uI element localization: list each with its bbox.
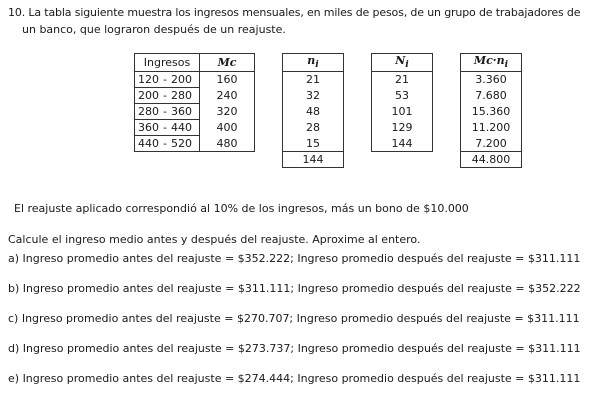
table-row <box>135 72 522 88</box>
option-text: Ingreso promedio antes del reajuste = $311.111; Ingreso promedio después del reajuste = $352.222 <box>22 282 581 295</box>
cell-n: 48 <box>283 104 344 120</box>
cell-mc: 320 <box>200 104 255 120</box>
cell-n: 21 <box>283 72 344 88</box>
table-row <box>135 104 522 120</box>
cell-ingresos: 200 - 280 <box>135 88 200 104</box>
option-letter: c) <box>8 312 19 325</box>
option-text: Ingreso promedio antes del reajuste = $274.444; Ingreso promedio después del reajuste = $311.111 <box>22 372 581 385</box>
table-row <box>135 120 522 136</box>
cell-mc: 160 <box>200 72 255 88</box>
cell-N: 101 <box>372 104 433 120</box>
cell-mc: 240 <box>200 88 255 104</box>
cell-N: 21 <box>372 72 433 88</box>
option-d[interactable] <box>8 342 581 355</box>
total-mc-n: 44.800 <box>461 152 522 168</box>
table-row <box>135 136 522 152</box>
option-a[interactable] <box>8 252 580 265</box>
cell-mc-n: 7.200 <box>461 136 522 152</box>
cell-mc-n: 7.680 <box>461 88 522 104</box>
header-n: $n_i$ <box>283 54 344 72</box>
instruction-text: Calcule el ingreso medio antes y después del reajuste. Aproxime al entero. <box>8 233 421 246</box>
cell-ingresos: 120 - 200 <box>135 72 200 88</box>
cell-mc-n: 3.360 <box>461 72 522 88</box>
frequency-table <box>134 53 522 168</box>
cell-mc-n: 15.360 <box>461 104 522 120</box>
cell-N: 129 <box>372 120 433 136</box>
question-text-line2: un banco, que lograron después de un reajuste. <box>22 23 286 36</box>
option-text: Ingreso promedio antes del reajuste = $270.707; Ingreso promedio después del reajuste = $311.111 <box>21 312 580 325</box>
cell-mc-n: 11.200 <box>461 120 522 136</box>
option-letter: e) <box>8 372 20 385</box>
cell-n: 28 <box>283 120 344 136</box>
total-n: 144 <box>283 152 344 168</box>
option-letter: b) <box>8 282 20 295</box>
cell-mc: 400 <box>200 120 255 136</box>
table-row <box>135 88 522 104</box>
option-text: Ingreso promedio antes del reajuste = $352.222; Ingreso promedio después del reajuste = $311.111 <box>22 252 581 265</box>
header-mc: Mc <box>200 54 255 72</box>
cell-mc: 480 <box>200 136 255 152</box>
cell-N: 144 <box>372 136 433 152</box>
option-c[interactable] <box>8 312 580 325</box>
totals-row <box>135 152 522 168</box>
cell-N: 53 <box>372 88 433 104</box>
cell-n: 15 <box>283 136 344 152</box>
header-mc-n: $Mc\cdot n_i$ <box>461 54 522 72</box>
adjustment-note: El reajuste aplicado correspondió al 10% de los ingresos, más un bono de $10.000 <box>14 202 469 215</box>
cell-n: 32 <box>283 88 344 104</box>
header-ingresos: Ingresos <box>135 54 200 72</box>
cell-ingresos: 360 - 440 <box>135 120 200 136</box>
header-N: $N_i$ <box>372 54 433 72</box>
option-letter: a) <box>8 252 20 265</box>
question-text-line1: 10. La tabla siguiente muestra los ingresos mensuales, en miles de pesos, de un grupo de trabajadores de <box>8 6 581 19</box>
cell-ingresos: 280 - 360 <box>135 104 200 120</box>
cell-ingresos: 440 - 520 <box>135 136 200 152</box>
option-letter: d) <box>8 342 20 355</box>
option-text: Ingreso promedio antes del reajuste = $273.737; Ingreso promedio después del reajuste = $311.111 <box>22 342 581 355</box>
option-e[interactable] <box>8 372 580 385</box>
option-b[interactable] <box>8 282 581 295</box>
